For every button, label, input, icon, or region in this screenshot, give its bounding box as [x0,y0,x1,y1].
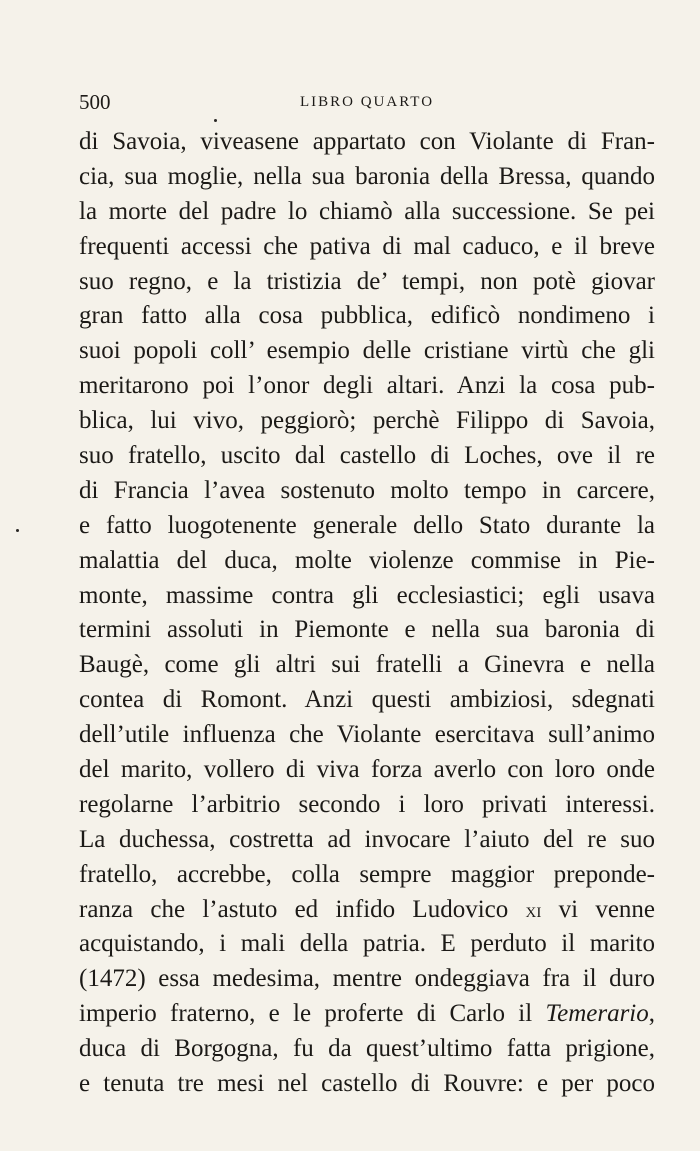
text-line: La duchessa, costretta ad invocare l’aiuto del re suo [79,825,655,853]
text-line: acquistando, i mali della patria. E perduto il marito [79,930,655,958]
text-line: di Savoia, viveasene appartato con Violante di Fran- [79,128,655,155]
text-line-mixed [79,997,655,1032]
text-line: Baugè, come gli altri sui fratelli a Ginevra e nella [79,651,655,679]
text-run: vi venne [541,895,656,923]
text-line: del marito, vollero di viva forza averlo con loro onde [79,756,655,784]
italic-epithet: Temerario [545,1000,649,1028]
text-line: blica, lui vivo, peggiorò; perchè Filippo di Savoia, [79,407,655,435]
text-line: suoi popoli coll’ esempio delle cristiane virtù che gli [79,337,655,365]
text-line: gran fatto alla cosa pubblica, edificò nondimeno i [79,302,655,330]
text-line: termini assoluti in Piemonte e nella sua baronia di [79,616,655,644]
text-line: suo fratello, uscito dal castello di Loches, ove il re [79,442,655,470]
text-line: fratello, accrebbe, colla sempre maggior preponde- [79,860,655,888]
text-line: (1472) essa medesima, mentre ondeggiava fra il duro [79,965,655,993]
text-line: meritarono poi l’onor degli altari. Anzi la cosa pub- [79,372,655,400]
text-line: la morte del padre lo chiamò alla successione. Se pei [79,197,655,225]
text-line: suo regno, e la tristizia de’ tempi, non potè giovar [79,267,655,295]
running-head [79,90,655,116]
paper-speck [214,119,217,122]
paper-speck [16,529,19,532]
text-line: frequenti accessi che pativa di mal caduco, e il breve [79,232,655,260]
text-line: contea di Romont. Anzi questi ambiziosi, sdegnati [79,686,655,714]
text-line: regolarne l’arbitrio secondo i loro privati interessi. [79,790,655,818]
text-run: imperio fraterno, e le proferte di Carlo il [79,1000,546,1028]
text-run: ranza che l’astuto ed infido Ludovico [79,895,526,923]
page-number: 500 [79,90,111,114]
text-line: monte, massime contra gli ecclesiastici; egli usava [79,581,655,609]
text-run: , [648,1000,655,1028]
body-text [79,125,655,1102]
text-line: dell’utile influenza che Violante esercitava sull’animo [79,721,655,749]
text-line: e tenuta tre mesi nel castello di Rouvre: e per poco [79,1070,655,1098]
running-title: LIBRO QUARTO [299,94,435,110]
text-line: cia, sua moglie, nella sua baronia della Bressa, quando [79,162,655,190]
text-line: duca di Borgogna, fu da quest’ultimo fatta prigione, [79,1035,655,1063]
text-line: malattia del duca, molte violenze commise in Pie- [79,546,655,574]
roman-numeral: xi [525,896,542,922]
text-line: di Francia l’avea sostenuto molto tempo in carcere, [79,476,655,504]
text-line-mixed [79,893,655,928]
text-line: e fatto luogotenente generale dello Stato durante la [79,511,655,539]
